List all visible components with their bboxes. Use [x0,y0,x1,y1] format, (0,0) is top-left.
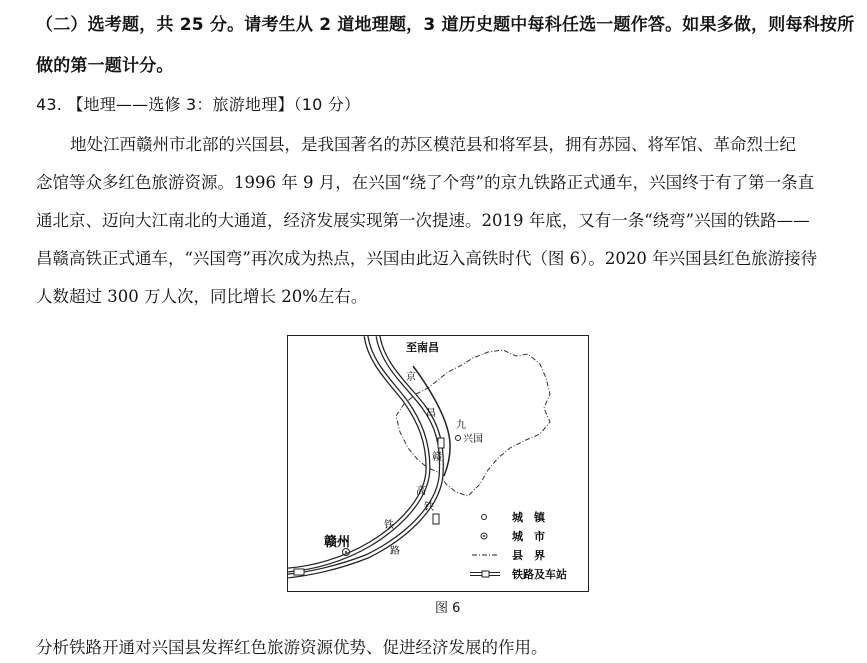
question-header: 43. 【地理——选修 3：旅游地理】（10 分） [36,95,361,114]
passage [36,126,836,316]
legend-border: 县 界 [512,549,545,562]
section-heading-cont: 做的第一题计分。 [36,56,174,76]
legend-town: 城 镇 [512,511,545,524]
label-nanchang: 至南昌 [406,341,439,354]
map-svg [288,336,588,591]
rail-label: 赣 [432,452,442,463]
station-marker [433,514,439,524]
rail-label: 路 [390,546,400,557]
passage-line: 昌赣高铁正式通车，“兴国弯”再次成为热点，兴国由此迈入高铁时代（图 6）。2020 年兴国县红色旅游接待 [36,249,818,268]
passage-line: 地处江西赣州市北部的兴国县，是我国著名的苏区模范县和将军县，拥有苏园、将军馆、革命烈士纪 [70,135,796,154]
rail-label: 铁 [384,520,394,531]
passage-line: 人数超过 300 万人次，同比增长 20%左右。 [36,287,368,306]
rail-label: 高 [416,486,426,497]
station-marker [294,569,304,575]
rail-label: 九 [456,420,466,431]
legend-city: 城 市 [512,530,545,543]
passage-line: 通北京、迈向大江南北的大通道，经济发展实现第一次提速。2019 年底，又有一条“绕弯”兴国的铁路—— [36,211,810,230]
passage-line: 念馆等众多红色旅游资源。1996 年 9 月，在兴国“绕了个弯”的京九铁路正式通车，兴国终于有了第一条直 [36,173,815,192]
rail-label: 京 [406,372,416,383]
legend-railway: 铁路及车站 [512,568,567,581]
railway-jingjiu [288,336,441,576]
town-marker-xingguo [456,436,461,441]
map-figure [287,335,589,592]
rail-label: 铁 [424,502,434,513]
figure-caption: 图 6 [435,601,461,616]
label-ganzhou: 赣州 [324,535,351,550]
question-text: 分析铁路开通对兴国县发挥红色旅游资源优势、促进经济发展的作用。 [36,638,548,657]
label-xingguo: 兴国 [463,434,483,445]
rail-label: 昌 [426,408,436,419]
legend-town-icon [482,515,487,520]
station-marker [438,438,444,448]
section-heading: （二）选考题，共 25 分。请考生从 2 道地理题，3 道历史题中每科任选一题作答。如果多做，则每科按所 [36,15,855,35]
